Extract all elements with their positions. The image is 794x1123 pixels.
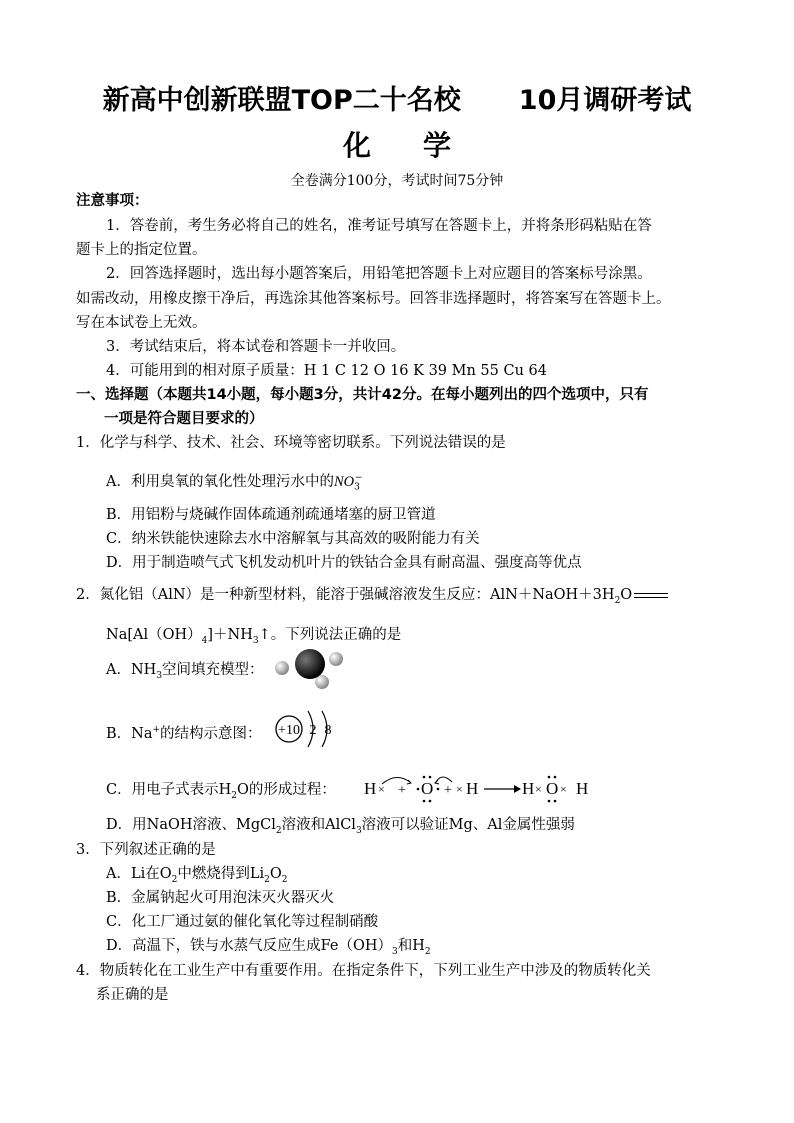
q3-stem: 3．下列叙述正确的是	[76, 842, 216, 858]
shell-2-count: 8	[324, 723, 332, 738]
q2-option-a: A．$NH_3$空间填充模型：	[106, 662, 264, 681]
notice-item-2c: 写在本试卷上无效。	[76, 315, 207, 331]
notice-item-3: 3．考试结束后，将本试卷和答题卡一并收回。	[106, 339, 406, 355]
q1-option-a: A．利用臭氧的氧化性处理污水中的$NO_3^-$	[106, 473, 363, 493]
exam-info: 全卷满分100分，考试时间75分钟	[290, 173, 504, 189]
q1-option-d: D．用于制造喷气式飞机发动机叶片的铁钴合金具有耐高温、强度高等优点	[106, 555, 582, 571]
notice-item-1b: 题卡上的指定位置。	[76, 242, 207, 258]
q2-option-b: B．Na+的结构示意图：	[106, 725, 262, 742]
q2-stem-b: $Na[Al(OH)_4]+NH_3↑$。下列说法正确的是	[106, 627, 402, 646]
svg-text:×: ×	[456, 782, 463, 796]
q2-stem-a: 2．氮化铝（AlN）是一种新型材料，能溶于强碱溶液发生反应：$AlN+NaOH+3H_2O$	[76, 585, 726, 611]
section-heading-b: 一项是符合题目要求的）	[104, 411, 264, 427]
title-right: 10月调研考试	[518, 85, 692, 116]
q2-option-c: C．用电子式表示$H_2O$的形成过程：	[106, 782, 336, 801]
eq-prod-o: O	[546, 779, 559, 798]
title-left: 新高中创新联盟TOP二十名校	[102, 85, 461, 116]
q3-option-b: B．金属钠起火可用泡沫灭火器灭火	[106, 890, 335, 906]
svg-text:+: +	[444, 783, 452, 798]
shell-1-count: 2	[309, 723, 317, 738]
q1-option-b: B．用铝粉与烧碱作固体疏通剂疏通堵塞的厨卫管道	[106, 507, 436, 523]
eq-prod-h2: H	[576, 779, 589, 798]
notice-item-2b: 如需改动，用橡皮擦干净后，再选涂其他答案标号。回答非选择题时，将答案写在答题卡上。	[76, 291, 671, 307]
section-heading-a: 一、选择题（本题共14小题，每小题3分，共计42分。在每小题列出的四个选项中，只有	[76, 387, 649, 403]
svg-text:×: ×	[560, 782, 567, 796]
subject-title: 化学	[342, 129, 503, 162]
notice-item-2a: 2．回答选择题时，选出每小题答案后，用铅笔把答题卡上对应题目的答案标号涂黑。	[106, 266, 652, 282]
notice-item-1a: 1．答卷前，考生务必将自己的姓名，准考证号填写在答题卡上，并将条形码粘贴在答	[106, 218, 652, 234]
eq-o: O	[421, 779, 434, 798]
q3-option-d: D．高温下，铁与水蒸气反应生成$Fe(OH)_3$和$H_2$	[106, 938, 431, 957]
nh3-space-filling-model	[270, 644, 350, 692]
eq-prod-h1: H	[522, 779, 535, 798]
q4-stem-b: 系正确的是	[96, 987, 169, 1003]
equals-sign	[634, 593, 668, 598]
svg-text:×: ×	[535, 782, 542, 796]
nucleus-charge: +10	[278, 723, 300, 738]
q4-stem-a: 4．物质转化在工业生产中有重要作用。在指定条件下，下列工业生产中涉及的物质转化关	[76, 963, 651, 979]
q3-option-c: C．化工厂通过氨的催化氧化等过程制硝酸	[106, 914, 379, 930]
notice-item-4: 4．可能用到的相对原子质量：H 1 C 12 O 16 K 39 Mn 55 Cu 64	[106, 363, 547, 379]
svg-text:+: +	[398, 783, 406, 798]
na-ion-structure-diagram	[272, 707, 342, 751]
eq-h1: H	[364, 779, 377, 798]
exam-title	[0, 78, 794, 117]
h2o-electron-formation	[362, 768, 602, 808]
q2-option-d: D．用NaOH溶液、MgCl$_2$溶液和AlCl$_3$溶液可以验证Mg、Al金属性强弱	[106, 817, 575, 836]
q1-stem: 1．化学与科学、技术、社会、环境等密切联系。下列说法错误的是	[76, 435, 506, 451]
eq-h2: H	[466, 779, 479, 798]
svg-text:×: ×	[378, 782, 385, 796]
q1-option-c: C．纳米铁能快速除去水中溶解氧与其高效的吸附能力有关	[106, 531, 480, 547]
notice-heading: 注意事项：	[76, 193, 149, 209]
q3-option-a: A．Li在$O_2$中燃烧得到$Li_2O_2$	[106, 866, 288, 885]
